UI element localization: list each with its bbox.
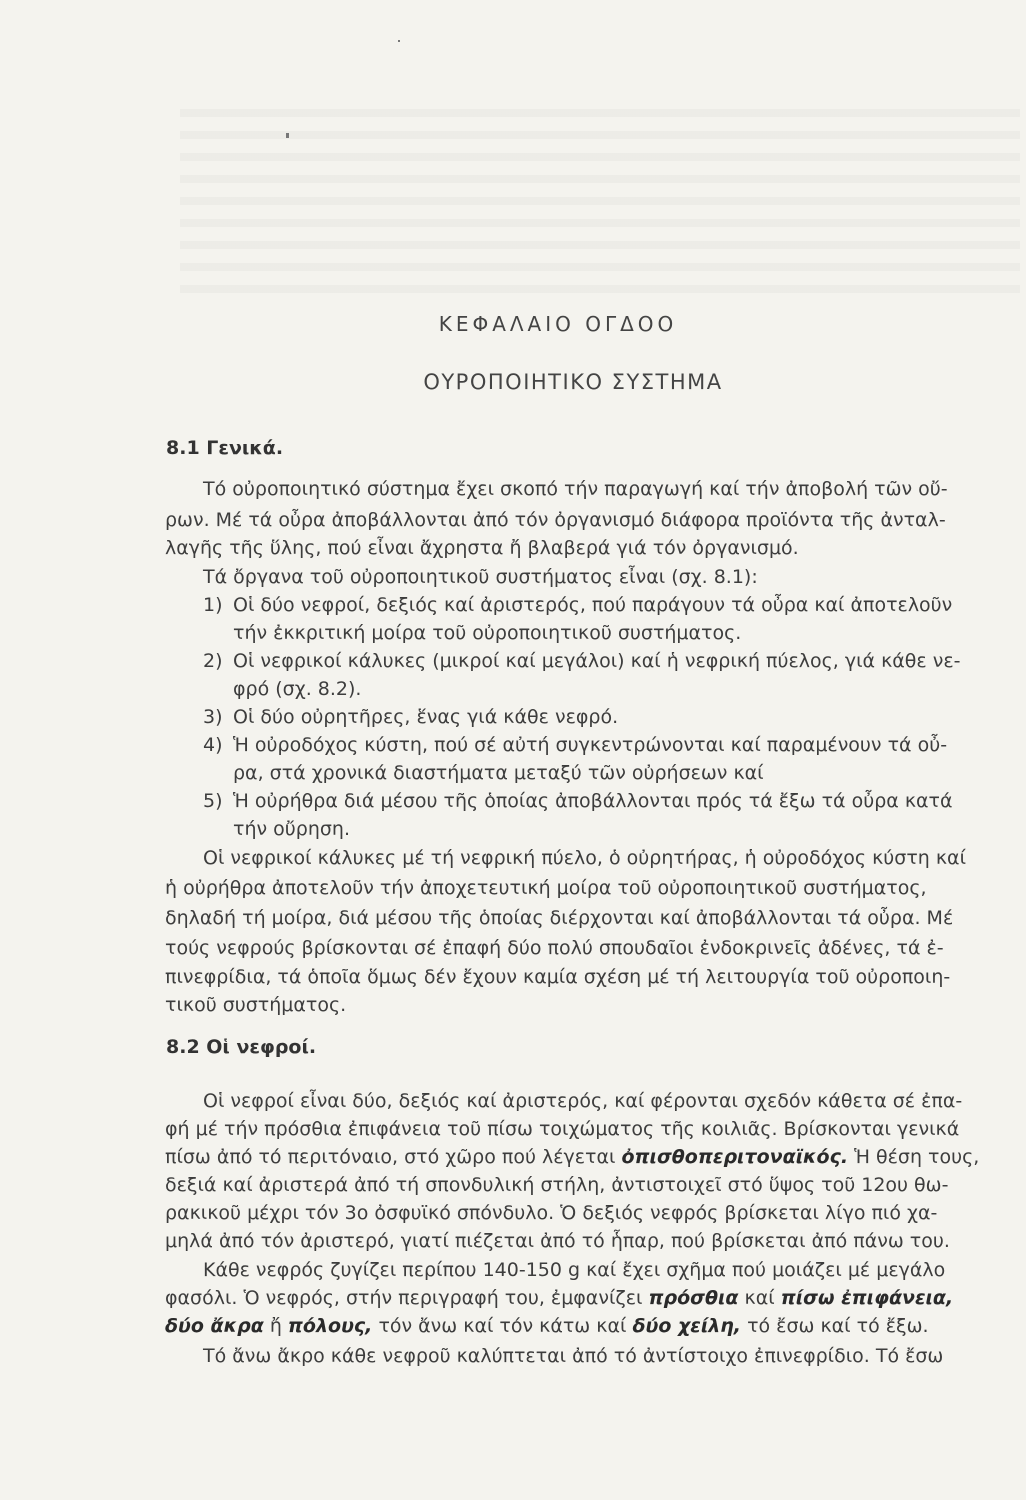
speck — [286, 133, 289, 138]
chapter-label: ΚΕΦΑΛΑΙΟ ΟΓΔΟΟ — [438, 312, 678, 336]
paragraph-line — [165, 1315, 929, 1337]
list-number: 3) — [203, 706, 223, 728]
list-item-line: Ἡ οὐρήθρα διά μέσου τῆς ὁποίας ἀποβάλλονται πρός τά ἔξω τά οὖρα κατά — [233, 790, 953, 812]
list-item-line: Ἡ οὐροδόχος κύστη, πού σέ αὐτή συγκεντρώνονται καί παραμένουν τά οὖ- — [233, 734, 948, 756]
paragraph-line: Κάθε νεφρός ζυγίζει περίπου 140-150 g καί ἔχει σχῆμα πού μοιάζει μέ μεγάλο — [203, 1259, 946, 1281]
paragraph-line: ρακικοῦ μέχρι τόν 3ο ὀσφυϊκό σπόνδυλο. Ὁ δεξιός νεφρός βρίσκεται λίγο πιό χα- — [165, 1202, 938, 1224]
list-number: 1) — [203, 594, 223, 616]
paragraph-line: μηλά ἀπό τόν ἀριστερό, γιατί πιέζεται ἀπό τό ἧπαρ, πού βρίσκεται ἀπό πάνω του. — [165, 1230, 950, 1252]
paragraph-line: Οἱ νεφροί εἶναι δύο, δεξιός καί ἀριστερός, καί φέρονται σχεδόν κάθετα σέ ἐπα- — [203, 1090, 963, 1112]
text-run: πίσω ἀπό τό περιτόναιο, στό χῶρο πού λέγεται — [165, 1146, 616, 1168]
bleed-through-text — [180, 95, 1020, 295]
text-run: φασόλι. Ὁ νεφρός, στήν περιγραφή του, ἐμφανίζει — [165, 1287, 643, 1309]
list-item-line: τήν οὔρηση. — [233, 818, 350, 840]
paragraph-line: ρων. Μέ τά οὖρα ἀποβάλλονται ἀπό τόν ὀργανισμό διάφορα προϊόντα τῆς ἀνταλ- — [165, 509, 946, 531]
list-item-line: Οἱ δύο οὐρητῆρες, ἕνας γιά κάθε νεφρό. — [233, 706, 619, 728]
paragraph-line: δεξιά καί ἀριστερά ἀπό τή σπονδυλική στήλη, ἀντιστοιχεῖ στό ὕψος τοῦ 12ου θω- — [165, 1174, 949, 1196]
paragraph-line: τικοῦ συστήματος. — [165, 994, 347, 1016]
text-run: καί — [744, 1287, 775, 1309]
paragraph-line: Τά ὄργανα τοῦ οὐροποιητικοῦ συστήματος εἶναι (σχ. 8.1): — [203, 566, 758, 588]
paragraph-line — [165, 1287, 953, 1309]
chapter-title: ΟΥΡΟΠΟΙΗΤΙΚΟ ΣΥΣΤΗΜΑ — [423, 370, 723, 394]
list-number: 4) — [203, 734, 223, 756]
paragraph-line: Τό οὐροποιητικό σύστημα ἔχει σκοπό τήν παραγωγή καί τήν ἀποβολή τῶν οὔ- — [203, 478, 948, 500]
paragraph-line: ἡ οὐρήθρα ἀποτελοῦν τήν ἀποχετευτική μοίρα τοῦ οὐροποιητικοῦ συστήματος, — [165, 877, 927, 899]
speck — [398, 40, 400, 42]
list-item-line: φρό (σχ. 8.2). — [233, 678, 362, 700]
paragraph-line — [165, 1146, 979, 1168]
emphasized-term: ὀπισθοπεριτοναϊκός. — [621, 1146, 849, 1168]
section-heading-8-1: 8.1 Γενικά. — [166, 437, 284, 459]
text-run: τό ἔσω καί τό ἔξω. — [747, 1315, 929, 1337]
list-number: 5) — [203, 790, 223, 812]
list-item-line: ρα, στά χρονικά διαστήματα μεταξύ τῶν οὐρήσεων καί — [233, 762, 764, 784]
emphasized-term: πίσω ἐπιφάνεια, — [780, 1287, 954, 1309]
paragraph-line: πινεφρίδια, τά ὁποῖα ὅμως δέν ἔχουν καμία σχέση μέ τή λειτουργία τοῦ οὐροποιη- — [165, 966, 951, 988]
list-item-line: Οἱ νεφρικοί κάλυκες (μικροί καί μεγάλοι) καί ἡ νεφρική πύελος, γιά κάθε νε- — [233, 650, 961, 672]
paragraph-line: δηλαδή τή μοίρα, διά μέσου τῆς ὁποίας διέρχονται καί ἀποβάλλονται τά οὖρα. Μέ — [165, 907, 954, 929]
paragraph-line: λαγῆς τῆς ὕλης, πού εἶναι ἄχρηστα ἤ βλαβερά γιά τόν ὀργανισμό. — [165, 537, 799, 559]
paragraph-line: τούς νεφρούς βρίσκονται σέ ἐπαφή δύο πολύ σπουδαῖοι ἐνδοκρινεῖς ἀδένες, τά ἐ- — [165, 937, 944, 959]
list-number: 2) — [203, 650, 223, 672]
list-item-line: τήν ἐκκριτική μοίρα τοῦ οὐροποιητικοῦ συστήματος. — [233, 622, 742, 644]
emphasized-term: δύο χείλη, — [632, 1315, 742, 1337]
emphasized-term: πρόσθια — [648, 1287, 739, 1309]
text-run: Ἡ θέση τους, — [854, 1146, 980, 1168]
paragraph-line: φή μέ τήν πρόσθια ἐπιφάνεια τοῦ πίσω τοιχώματος τῆς κοιλιᾶς. Βρίσκονται γενικά — [165, 1118, 960, 1140]
paragraph-line: Οἱ νεφρικοί κάλυκες μέ τή νεφρική πύελο, ὁ οὐρητήρας, ἡ οὐροδόχος κύστη καί — [203, 847, 967, 869]
section-heading-8-2: 8.2 Οἱ νεφροί. — [166, 1036, 317, 1058]
text-run: ἤ — [269, 1315, 282, 1337]
paragraph-line: Τό ἄνω ἄκρο κάθε νεφροῦ καλύπτεται ἀπό τό ἀντίστοιχο ἐπινεφρίδιο. Τό ἔσω — [203, 1345, 944, 1367]
emphasized-term: πόλους, — [287, 1315, 373, 1337]
text-run: τόν ἄνω καί τόν κάτω καί — [378, 1315, 627, 1337]
emphasized-term: δύο ἄκρα — [165, 1315, 264, 1337]
list-item-line: Οἱ δύο νεφροί, δεξιός καί ἀριστερός, πού παράγουν τά οὖρα καί ἀποτελοῦν — [233, 594, 953, 616]
